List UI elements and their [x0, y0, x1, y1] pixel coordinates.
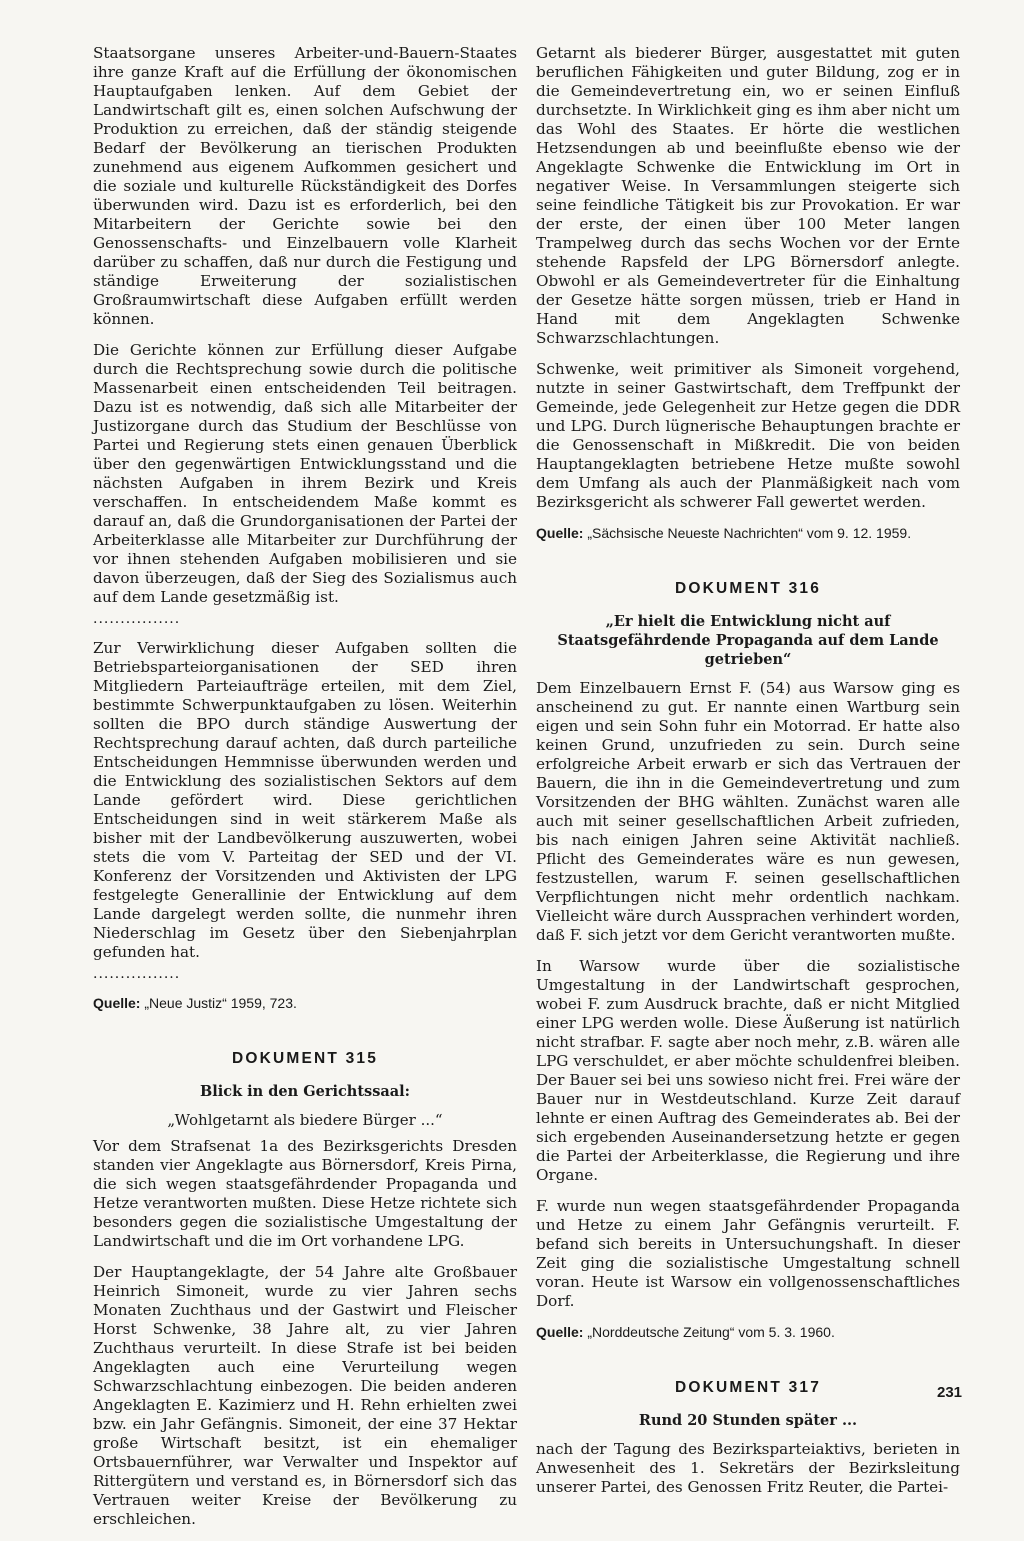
paragraph: Staatsorgane unseres Arbeiter-und-Bauern-Staates ihre ganze Kraft auf die Erfüllung der ökonomischen Hauptaufgaben lenken. Auf dem Gebiet der Landwirtschaft gilt es, einen solchen Aufschwung der Produktion zu erreichen, daß der ständig steigende Bedarf der Bevölkerung an tierischen Produkten zunehmend aus eigenem Aufkommen gesichert und die soziale und kulturelle Rückständigkeit des Dorfes überwunden wird. Dazu ist es erforderlich, bei den Mitarbeitern der Gerichte sowie bei den Genossenschafts- und Einzelbauern volle Klarheit darüber zu schaffen, daß nur durch die Festigung und ständige Erweiterung der sozialistischen Großraumwirtschaft diese Aufgaben erfüllt werden können.: [93, 44, 517, 328]
paragraph: In Warsow wurde über die sozialistische Umgestaltung in der Landwirtschaft gesprochen, wobei F. zum Ausdruck brachte, daß er nicht Mitglied einer LPG werden wolle. Diese Äußerung ist natürlich nicht strafbar. F. sagte aber noch mehr, z.B. wären alle LPG verschuldet, er aber möchte schuldenfrei bleiben. Der Bauer sei bei uns sowieso nicht frei. Frei wäre der Bauer nur in Westdeutschland. Kurze Zeit darauf lehnte er einen Auftrag des Gemeinderates ab. Bei der sich ergebenden Auseinandersetzung hetzte er gegen die Partei der Arbeiterklasse, die Regierung und ihre Organe.: [536, 957, 960, 1184]
source-text: „Sächsische Neueste Nachrichten“ vom 9. 12. 1959.: [587, 525, 912, 541]
right-column: [536, 44, 963, 1509]
paragraph: Schwenke, weit primitiver als Simoneit vorgehend, nutzte in seiner Gastwirtschaft, dem Treffpunkt der Gemeinde, jede Gelegenheit zur Hetze gegen die DDR und LPG. Durch lügnerische Behauptungen brachte er die Genossenschaft in Mißkredit. Die von beiden Hauptangeklagten betriebene Hetze mußte sowohl dem Umfang als auch der Planmäßigkeit nach vom Bezirksgericht als schwerer Fall gewertet werden.: [536, 360, 960, 511]
document-heading: DOKUMENT 315: [231, 1050, 379, 1067]
source-citation: [93, 994, 517, 1012]
source-text: „Neue Justiz“ 1959, 723.: [144, 995, 297, 1011]
paragraph: Der Hauptangeklagte, der 54 Jahre alte Großbauer Heinrich Simoneit, wurde zu vier Jahren sechs Monaten Zuchthaus und der Gastwirt und Fleischer Horst Schwenke, 38 Jahre alt, zu vier Jahren Zuchthaus verurteilt. In diese Strafe ist bei beiden Angeklagten auch eine Verurteilung wegen Schwarzschlachtung einbezogen. Die beiden anderen Angeklagten E. Kazimierz und H. Rehn erhielten zwei bzw. ein Jahr Gefängnis. Simoneit, der eine 37 Hektar große Wirtschaft besitzt, ist ein ehemaliger Ortsbauernführer, war Verwalter und Inspektor auf Rittergütern und verstand es, in Börnersdorf sich das Vertrauen weiter Kreise der Bevölkerung zu erschleichen.: [93, 1263, 517, 1528]
source-citation: [536, 1323, 960, 1341]
paragraph: Die Gerichte können zur Erfüllung dieser Aufgabe durch die Rechtsprechung sowie durch die politische Massenarbeit einen entscheidenden Teil beitragen. Dazu ist es notwendig, daß sich alle Mitarbeiter der Justizorgane durch das Studium der Beschlüsse von Partei und Regierung stets einen genauen Überblick über den gegenwärtigen Entwicklungsstand und die nächsten Aufgaben in ihrem Bezirk und Kreis verschaffen. In entscheidendem Maße kommt es darauf an, daß die Grundorganisationen der Partei der Arbeiterklasse alle Mitarbeiter zur Durchführung der vor ihnen stehenden Aufgaben mobilisieren und sie davon überzeugen, daß der Sieg des Sozialismus auch auf dem Lande gesetzmäßig ist.: [93, 341, 517, 606]
paragraph: Zur Verwirklichung dieser Aufgaben sollten die Betriebsparteiorganisationen der SED ihren Mitgliedern Parteiaufträge erteilen, mit dem Ziel, bestimmte Schwerpunktaufgaben zu lösen. Weiterhin sollten die BPO durch ständige Auswertung der Rechtsprechung darauf achten, daß durch parteiliche Entscheidungen Hemmnisse überwunden werden und die Entwicklung des sozialistischen Sektors auf dem Lande gefördert wird. Diese gerichtlichen Entscheidungen sind in weit stärkerem Maße als bisher mit der Landbevölkerung auszuwerten, wobei stets die vom V. Parteitag der SED und der VI. Konferenz der Vorsitzenden und Aktivisten der LPG festgelegte Generallinie der Entwicklung auf dem Lande dargelegt werden sollte, die nunmehr ihren Niederschlag im Gesetz über den Siebenjahrplan gefunden hat.: [93, 639, 517, 961]
document-quote: „Wohlgetarnt als biedere Bürger ...“: [167, 1111, 443, 1129]
source-text: „Norddeutsche Zeitung“ vom 5. 3. 1960.: [587, 1324, 835, 1340]
source-label: Quelle:: [536, 525, 584, 541]
paragraph: Getarnt als biederer Bürger, ausgestattet mit guten beruflichen Fähigkeiten und guter Bildung, zog er in die Gemeindevertretung ein, wo er seinen Einfluß durchsetzte. In Wirklichkeit ging es ihm aber nicht um das Wohl des Staates. Er hörte die westlichen Hetzsendungen ab und beeinflußte ebenso wie der Angeklagte Schwenke die Entwicklung im Ort in negativer Weise. In Versammlungen steigerte sich seine feindliche Tätigkeit bis zur Provokation. Er war der erste, der einen über 100 Meter langen Trampelweg durch das sechs Wochen vor der Ernte stehende Rapsfeld der LPG Börnersdorf anlegte. Obwohl er als Gemeindevertreter für die Einhaltung der Gesetze hätte sorgen müssen, trieb er Hand in Hand mit dem Angeklagten Schwenke Schwarzschlachtungen.: [536, 44, 960, 347]
source-citation: [536, 524, 960, 542]
paragraph: Vor dem Strafsenat 1a des Bezirksgerichts Dresden standen vier Angeklagte aus Börnersdorf, Kreis Pirna, die sich wegen staatsgefährdender Propaganda und Hetze verantworten mußten. Diese Hetze richtete sich besonders gegen die sozialistische Umgestaltung der Landwirtschaft und die im Ort vorhandene LPG.: [93, 1137, 517, 1250]
ellipsis-separator: ................: [93, 966, 181, 982]
document-heading: DOKUMENT 316: [674, 580, 822, 597]
left-column: [93, 44, 517, 1541]
source-label: Quelle:: [93, 995, 141, 1011]
paragraph: nach der Tagung des Bezirksparteiaktivs, berieten in Anwesenheit des 1. Sekretärs der Bezirksleitung unserer Partei, des Genossen Fritz Reuter, die Partei-: [536, 1440, 960, 1496]
document-heading: DOKUMENT 317: [674, 1379, 822, 1396]
document-subheading: Rund 20 Stunden später ...: [638, 1412, 858, 1429]
document-subheading: „Er hielt die Entwicklung nicht auf Staatsgefährdende Propaganda auf dem Lande getrieben“: [557, 613, 939, 668]
page-number: 231: [937, 1384, 963, 1401]
paragraph: F. wurde nun wegen staatsgefährdender Propaganda und Hetze zu einem Jahr Gefängnis verurteilt. F. befand sich bereits in Untersuchungshaft. In dieser Zeit ging die sozialistische Umgestaltung schnell voran. Heute ist Warsow ein vollgenossenschaftliches Dorf.: [536, 1197, 960, 1310]
paragraph: Dem Einzelbauern Ernst F. (54) aus Warsow ging es anscheinend zu gut. Er nannte einen Wartburg sein eigen und sein Sohn fuhr ein Motorrad. Er hatte also keinen Grund, unzufrieden zu sein. Durch seine erfolgreiche Arbeit erwarb er sich das Vertrauen der Bauern, die ihn in die Gemeindevertretung und zum Vorsitzenden der BHG wählten. Zunächst waren alle auch mit seiner gesellschaftlichen Arbeit zufrieden, bis nach einigen Jahren seine Aktivität nachließ. Pflicht des Gemeinderates wäre es nun gewesen, festzustellen, warum F. seinen gesellschaftlichen Verpflichtungen nicht mehr ordentlich nachkam. Vielleicht wäre durch Aussprachen verhindert worden, daß F. sich jetzt vor dem Gericht verantworten mußte.: [536, 679, 960, 944]
ellipsis-separator: ................: [93, 611, 181, 627]
source-label: Quelle:: [536, 1324, 584, 1340]
document-subheading: Blick in den Gerichtssaal:: [199, 1083, 411, 1100]
